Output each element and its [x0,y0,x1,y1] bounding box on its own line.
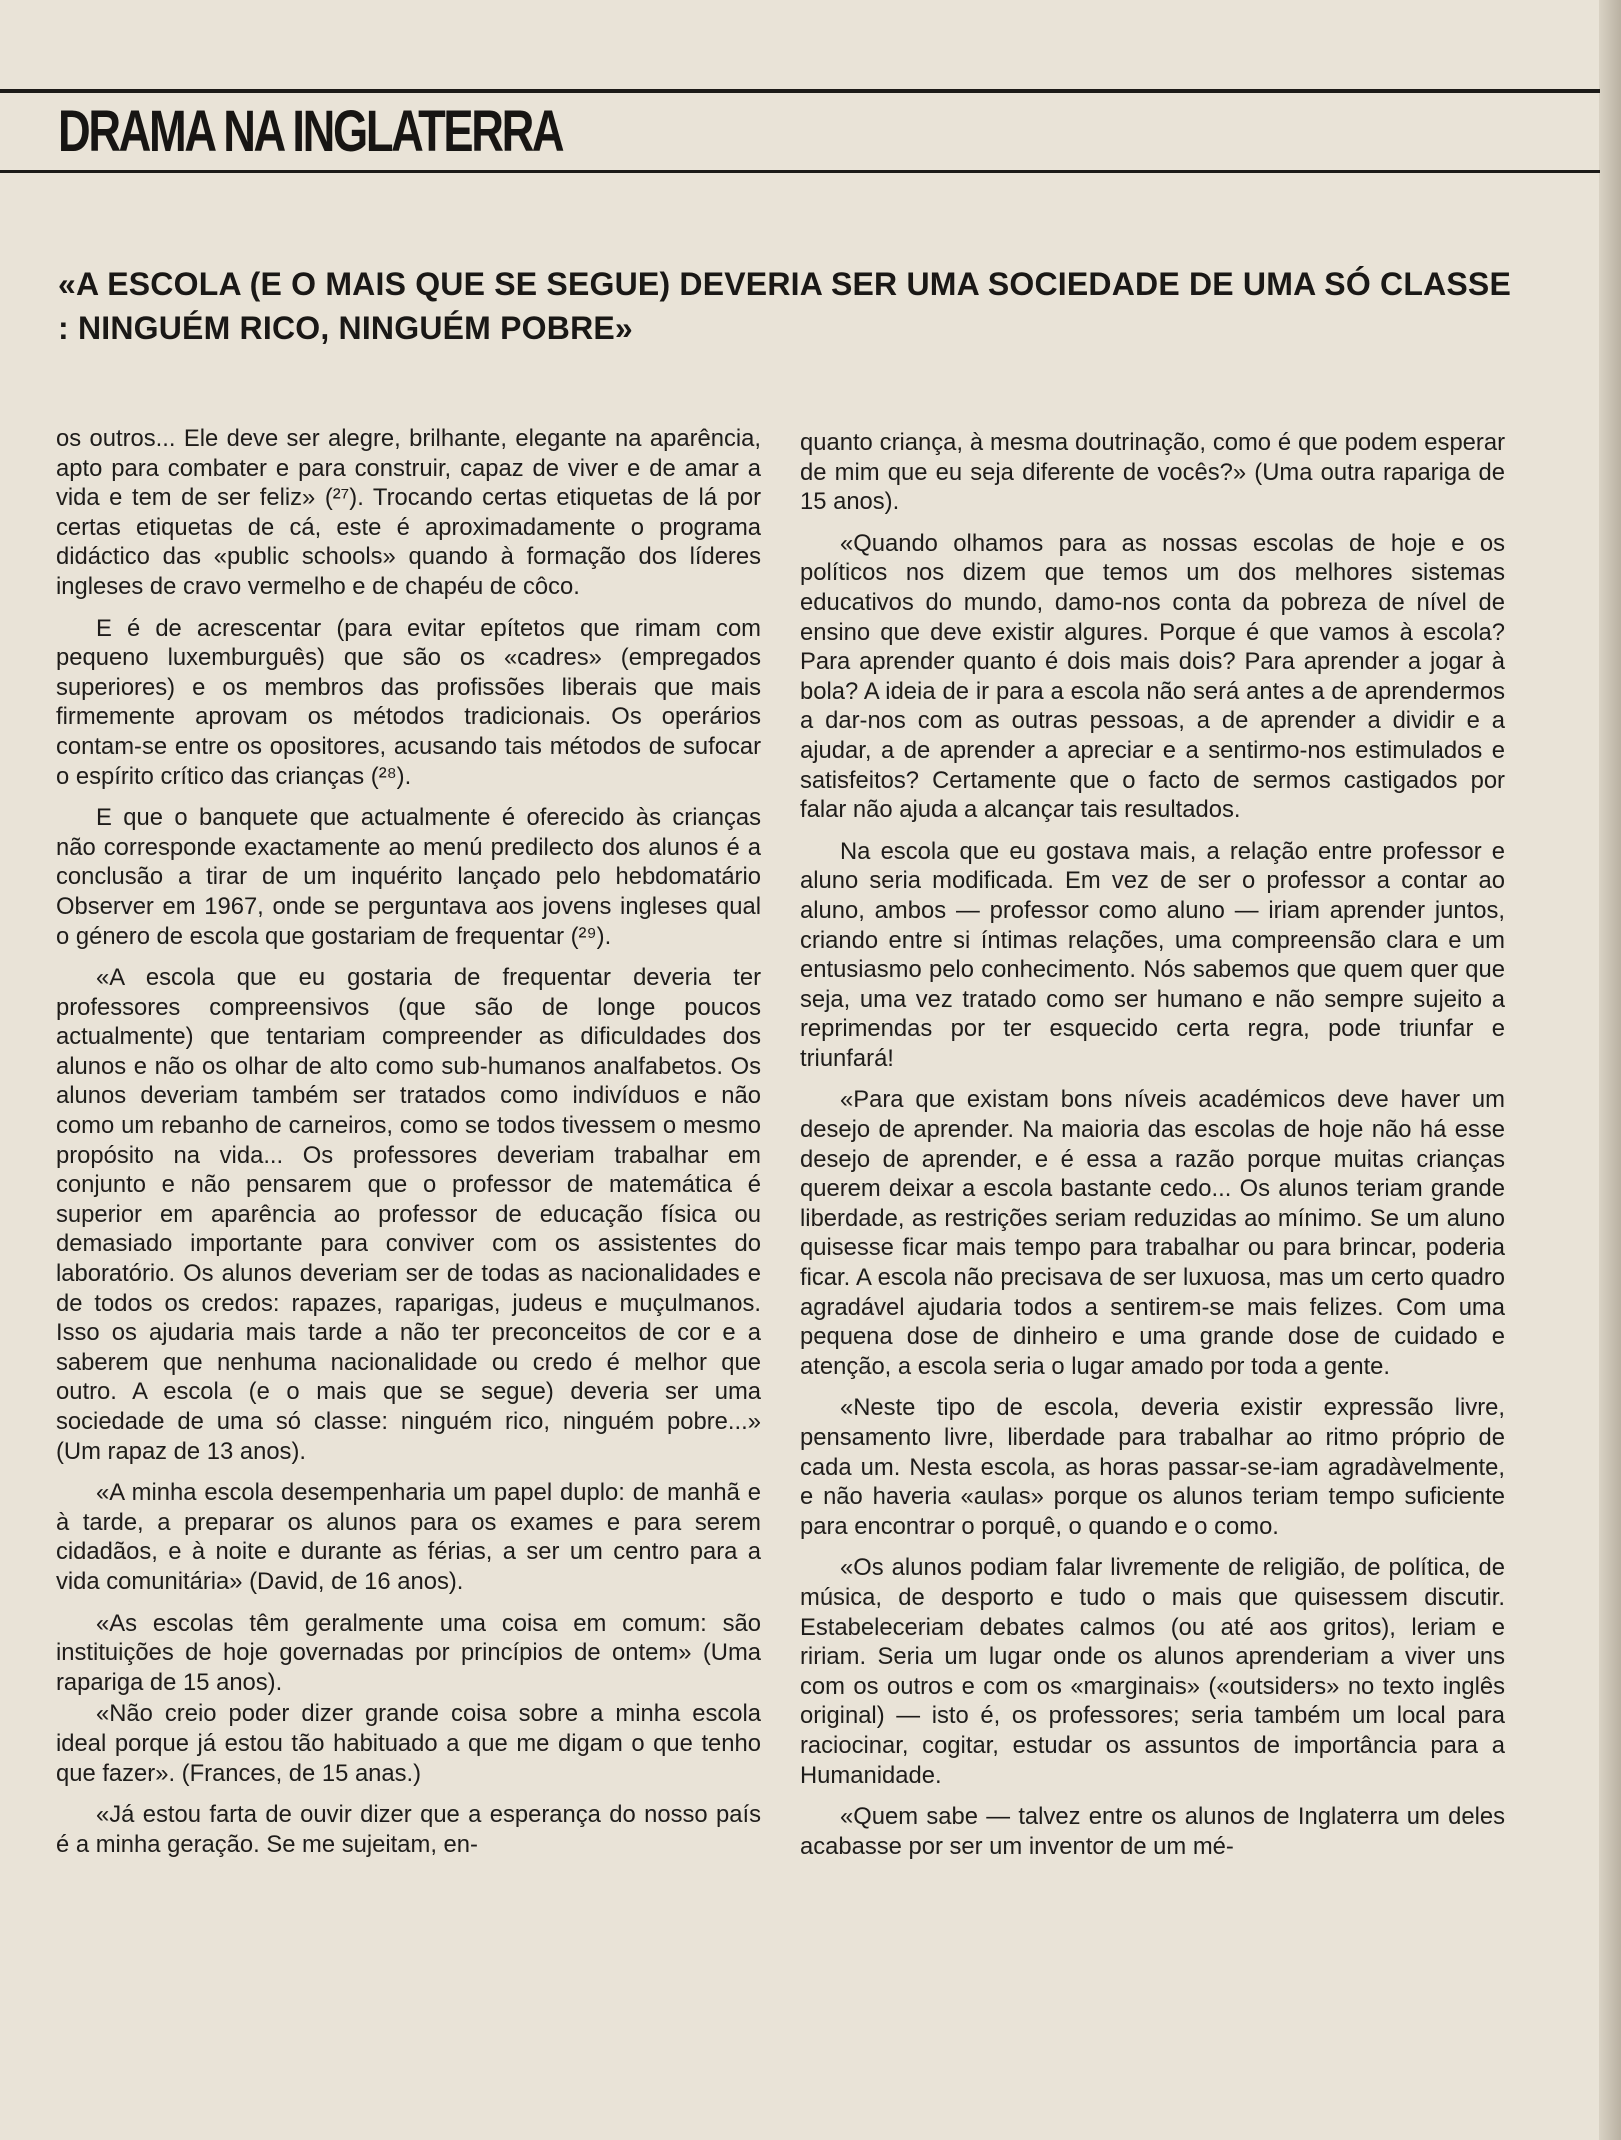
section-title: DRAMA NA INGLATERRA [58,99,563,164]
paragraph: quanto criança, à mesma doutrinação, como é que podem esperar de mim que eu seja diferente de vocês?» (Uma outra rapariga de 15 anos). [800,429,1505,516]
paragraph: «Já estou farta de ouvir dizer que a esperança do nosso país é a minha geração. Se me sujeitam, en- [56,1801,761,1858]
article-headline: «A ESCOLA (E O MAIS QUE SE SEGUE) DEVERIA SER UMA SOCIEDADE DE UMA SÓ CLASSE : NINGUÉM RICO, NINGUÉM POBRE» [58,266,1512,346]
right-column [800,428,1505,1873]
paragraph: «Quando olhamos para as nossas escolas de hoje e os políticos nos dizem que temos um dos melhores sistemas educativos do mundo, damo-nos conta da pobreza de nível de ensino que deve existir algures. Porque é que vamos à escola? Para aprender quanto é dois mais dois? Para aprender a jogar à bola? A ideia de ir para a escola não será antes a de aprendermos a dar-nos com as outras pessoas, a de aprender a dividir e a ajudar, a de aprender a apreciar e a sentirmo-nos estimulados e satisfeitos? Certamente que o facto de sermos castigados por falar não ajuda a alcançar tais resultados. [800,529,1505,824]
paragraph: E é de acrescentar (para evitar epítetos que rimam com pequeno luxemburguês) que são os «cadres» (empregados superiores) e os membros das profissões liberais que mais firmemente aprovam os métodos tradicionais. Os operários contam-se entre os opositores, acusando tais métodos de sufocar o espírito crítico das crianças (²⁸). [56,614,761,790]
left-column [56,424,761,1871]
paragraph: os outros... Ele deve ser alegre, brilhante, elegante na aparência, apto para combater e para construir, capaz de viver e de amar a vida e tem de ser feliz» (²⁷). Trocando certas etiquetas de lá por certas etiquetas de cá, este é aproximadamente o programa didáctico das «public schools» quando à formação dos líderes ingleses de cravo vermelho e de chapéu de côco. [56,425,761,600]
header-rule-bottom [0,170,1600,173]
paragraph: E que o banquete que actualmente é oferecido às crianças não corresponde exactamente ao menú predilecto dos alunos é a conclusão a tirar de um inquérito lançado pelo hebdomatário Observer em 1967, onde se perguntava aos jovens ingleses qual o género de escola que gostariam de frequentar (²⁹). [56,804,761,950]
paragraph: «As escolas têm geralmente uma coisa em comum: são instituições de hoje governadas por princípios de ontem» (Uma rapariga de 15 anos). [56,1609,761,1696]
paragraph: «Não creio poder dizer grande coisa sobre a minha escola ideal porque já estou tão habituado a que me digam o que tenho que fazer». (Frances, de 15 anas.) [56,1700,761,1787]
paragraph: «A escola que eu gostaria de frequentar deveria ter professores compreensivos (que são de longe poucos actualmente) que tentariam compreender as dificuldades dos alunos e não os olhar de alto como sub-humanos analfabetos. Os alunos deveriam também ser tratados como indivíduos e não como um rebanho de carneiros, como se todos tivessem o mesmo propósito na vida... Os professores deveriam trabalhar em conjunto e não pensarem que o professor de matemática é superior em aparência ao professor de educação física ou demasiado importante para conviver com os assistentes do laboratório. Os alunos deveriam ser de todas as nacionalidades e de todos os credos: rapazes, raparigas, judeus e muçulmanos. Isso os ajudaria mais tarde a não ter preconceitos de cor e a saberem que nenhuma nacionalidade ou credo é melhor que outro. A escola (e o mais que se segue) deveria ser uma sociedade de uma só classe: ninguém rico, ninguém pobre...» (Um rapaz de 13 anos). [56,964,761,1465]
paragraph: «Quem sabe — talvez entre os alunos de Inglaterra um deles acabasse por ser um inventor de um mé- [800,1803,1505,1860]
paragraph: «Neste tipo de escola, deveria existir expressão livre, pensamento livre, liberdade para trabalhar ao ritmo próprio de cada um. Nesta escola, as horas passar-se-iam agradàvelmente, e não haveria «aulas» porque os alunos teriam tempo suficiente para encontrar o porquê, o quando e o como. [800,1394,1505,1540]
paragraph: «Os alunos podiam falar livremente de religião, de política, de música, de desporto e tudo o mais que quisessem discutir. Estabeleceriam debates calmos (ou até aos gritos), leriam e ririam. Seria um lugar onde os alunos aprenderiam a viver uns com os outros e com os «marginais» («outsiders» no texto inglês original) — isto é, os professores; seria também um local para raciocinar, cogitar, estudar os assuntos de importância para a Humanidade. [800,1554,1505,1789]
paragraph: «A minha escola desempenharia um papel duplo: de manhã e à tarde, a preparar os alunos para os exames e para serem cidadãos, e à noite e durante as férias, a ser um centro para a vida comunitária» (David, de 16 anos). [56,1479,761,1595]
page-edge [1599,0,1621,2140]
paragraph: Na escola que eu gostava mais, a relação entre professor e aluno seria modificada. Em vez de ser o professor a contar ao aluno, ambos — professor como aluno — iriam aprender juntos, criando entre si íntimas relações, uma compreensão clara e um entusiasmo pelo conhecimento. Nós sabemos que quem quer que seja, uma vez tratado como ser humano e não sempre sujeito a reprimendas por ter esquecido certa regra, pode triunfar e triunfará! [800,837,1505,1072]
header-rule-top [0,89,1600,93]
paragraph: «Para que existam bons níveis académicos deve haver um desejo de aprender. Na maioria das escolas de hoje não há esse desejo de aprender, e é essa a razão porque muitas crianças querem deixar a escola bastante cedo... Os alunos teriam grande liberdade, as restrições seriam reduzidas ao mínimo. Se um aluno quisesse ficar mais tempo para trabalhar ou para brincar, poderia ficar. A escola não precisava de ser luxuosa, mas um certo quadro agradável ajudaria todos a sentirem-se mais felizes. Com uma pequena dose de dinheiro e uma grande dose de cuidado e atenção, a escola seria o lugar amado por toda a gente. [800,1086,1505,1380]
